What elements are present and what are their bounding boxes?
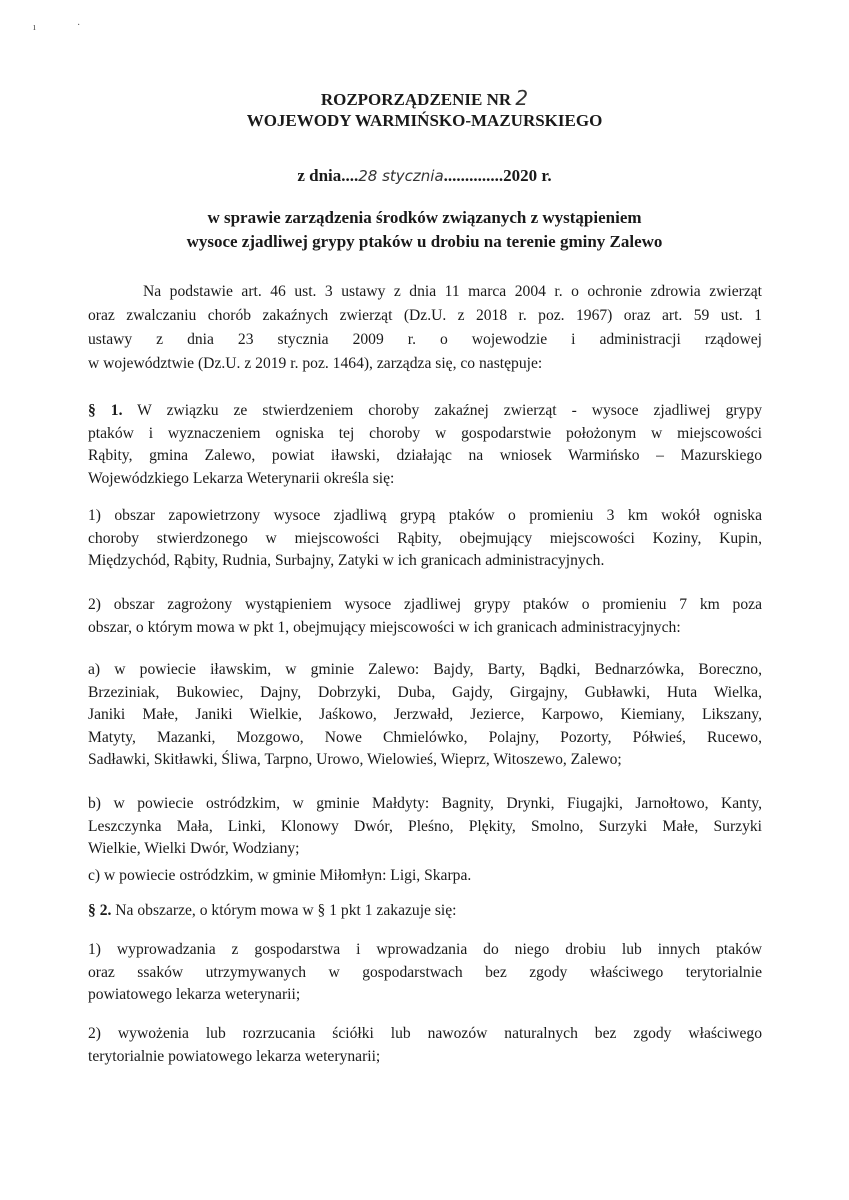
scan-mark: ı xyxy=(33,22,36,33)
line-text: Brzeziniak, Bukowiec, Dajny, Dobrzyki, Duba, Gajdy, Girgajny, Gubławki, Huta Wielka, xyxy=(88,683,762,701)
title-text: ROZPORZĄDZENIE NR xyxy=(320,90,512,109)
paragraph-line xyxy=(88,793,762,816)
paragraph xyxy=(88,939,762,1007)
line-text: ptaków i wyznaczeniem ogniska tej choroby w gospodarstwie położonym w miejscowości xyxy=(88,424,762,442)
paragraph-line xyxy=(88,727,762,750)
paragraph xyxy=(88,400,762,490)
paragraph-line xyxy=(88,962,762,985)
paragraph-line xyxy=(88,505,762,528)
paragraph xyxy=(88,280,762,376)
line-text: Wojewódzkiego Lekarza Weterynarii określa się: xyxy=(88,469,395,487)
line-text: Wielkie, Wielki Dwór, Wodziany; xyxy=(88,840,300,857)
paragraph xyxy=(88,793,762,861)
line-text: Na podstawie art. 46 ust. 3 ustawy z dnia 11 marca 2004 r. o ochronie zdrowia zwierząt xyxy=(143,283,762,300)
line-text: b) w powiecie ostródzkim, w gminie Małdyty: Bagnity, Drynki, Fiugajki, Jarnołtowo, Kanty, xyxy=(88,795,762,812)
line-text: obszar, o którym mowa w pkt 1, obejmujący miejscowości w ich granicach administracyjnych: xyxy=(88,618,681,636)
handwritten-number: 2 xyxy=(515,86,529,110)
paragraph-line xyxy=(88,704,762,727)
line-text: Matyty, Mazanki, Mozgowo, Nowe Chmielówko, Polajny, Pozorty, Półwieś, Rucewo, xyxy=(88,728,762,746)
paragraph-line xyxy=(88,280,762,304)
paragraph-line xyxy=(88,984,762,1007)
paragraph-line xyxy=(88,400,762,423)
paragraph-line xyxy=(88,594,762,617)
line-text: ustawy z dnia 23 stycznia 2009 r. o wojewodzie i administracji rządowej xyxy=(88,331,762,348)
line-text: terytorialnie powiatowego lekarza weterynarii; xyxy=(88,1047,381,1065)
line-text: 1) wyprowadzania z gospodarstwa i wprowadzania do niego drobiu lub innych ptaków xyxy=(88,941,762,958)
paragraph-line xyxy=(88,528,762,551)
line-text: 2) wywożenia lub rozrzucania ściółki lub nawozów naturalnych bez zgody właściwego xyxy=(88,1025,762,1042)
date-suffix: 2020 r. xyxy=(503,166,552,185)
line-text: 1) obszar zapowietrzony wysoce zjadliwą grypą ptaków o promieniu 3 km wokół ogniska xyxy=(88,507,762,524)
paragraph-line xyxy=(88,304,762,328)
paragraph-line xyxy=(88,328,762,352)
paragraph-line xyxy=(88,617,762,640)
paragraph xyxy=(88,1023,762,1068)
line-text: oraz zwalczaniu chorób zakaźnych zwierząt (Dz.U. z 2018 r. poz. 1967) oraz art. 59 ust. 1 xyxy=(88,307,762,324)
section-label: § 1. xyxy=(88,402,123,419)
paragraph xyxy=(88,594,762,639)
section-label: § 2. xyxy=(88,902,112,919)
handwritten-date: 28 stycznia xyxy=(358,167,444,185)
paragraph-line xyxy=(88,816,762,839)
paragraph xyxy=(88,900,762,923)
line-text: w województwie (Dz.U. z 2019 r. poz. 1464), zarządza się, co następuje: xyxy=(88,355,543,372)
date-prefix: z dnia xyxy=(297,166,342,185)
title-line-1 xyxy=(0,86,849,110)
line-text: Sadławki, Skitławki, Śliwa, Tarpno, Urowo, Wielowieś, Wieprz, Witoszewo, Zalewo; xyxy=(88,751,622,768)
paragraph-line xyxy=(88,939,762,962)
paragraph-line xyxy=(88,423,762,446)
paragraph-line xyxy=(88,1023,762,1046)
line-text: Rąbity, gmina Zalewo, powiat iławski, działając na wniosek Warmińsko – Mazurskiego xyxy=(88,447,762,464)
scan-mark: · xyxy=(77,20,81,31)
paragraph-line xyxy=(88,838,762,861)
paragraph-line xyxy=(88,749,762,772)
line-text: 2) obszar zagrożony wystąpieniem wysoce zjadliwej grypy ptaków o promieniu 7 km poza xyxy=(88,596,762,613)
line-text: Międzychód, Rąbity, Rudnia, Surbajny, Zatyki w ich granicach administracyjnych. xyxy=(88,552,605,569)
line-text: oraz ssaków utrzymywanych w gospodarstwach bez zgody właściwego terytorialnie xyxy=(88,963,762,981)
line-text: c) w powiecie ostródzkim, w gminie Miłomłyn: Ligi, Skarpa. xyxy=(88,867,472,884)
subject-line-2: wysoce zjadliwej grypy ptaków u drobiu na terenie gminy Zalewo xyxy=(186,232,663,251)
paragraph-line xyxy=(88,682,762,705)
subject-line-1: w sprawie zarządzenia środków związanych z wystąpieniem xyxy=(207,208,642,227)
line-text: Leszczynka Mała, Linki, Klonowy Dwór, Pleśno, Plękity, Smolno, Surzyki Małe, Surzyki xyxy=(88,817,762,835)
line-text: Na obszarze, o którym mowa w § 1 pkt 1 zakazuje się: xyxy=(115,902,457,919)
paragraph-line xyxy=(88,550,762,573)
paragraph-line xyxy=(88,659,762,682)
paragraph xyxy=(88,865,762,888)
line-text: W związku ze stwierdzeniem choroby zakaźnej zwierząt - wysoce zjadliwej grypy xyxy=(137,402,762,419)
paragraph xyxy=(88,505,762,573)
paragraph-line xyxy=(88,900,762,923)
title-line-2: WOJEWODY WARMIŃSKO-MAZURSKIEGO xyxy=(246,111,603,130)
line-text: choroby stwierdzonego w miejscowości Rąbity, obejmujący miejscowości Koziny, Kupin, xyxy=(88,529,762,547)
paragraph-line xyxy=(88,1046,762,1069)
paragraph-line xyxy=(88,865,762,888)
date-line: z dnia....28 stycznia..............2020 r. xyxy=(297,166,552,185)
paragraph xyxy=(88,659,762,772)
paragraph-line xyxy=(88,445,762,468)
paragraph-line xyxy=(88,352,762,376)
paragraph-line xyxy=(88,468,762,491)
line-text: Janiki Małe, Janiki Wielkie, Jaśkowo, Jerzwałd, Jezierce, Karpowo, Kiemiany, Likszany, xyxy=(88,706,762,723)
line-text: a) w powiecie iławskim, w gminie Zalewo: Bajdy, Barty, Bądki, Bednarzówka, Boreczno, xyxy=(88,661,762,678)
line-text: powiatowego lekarza weterynarii; xyxy=(88,986,301,1003)
